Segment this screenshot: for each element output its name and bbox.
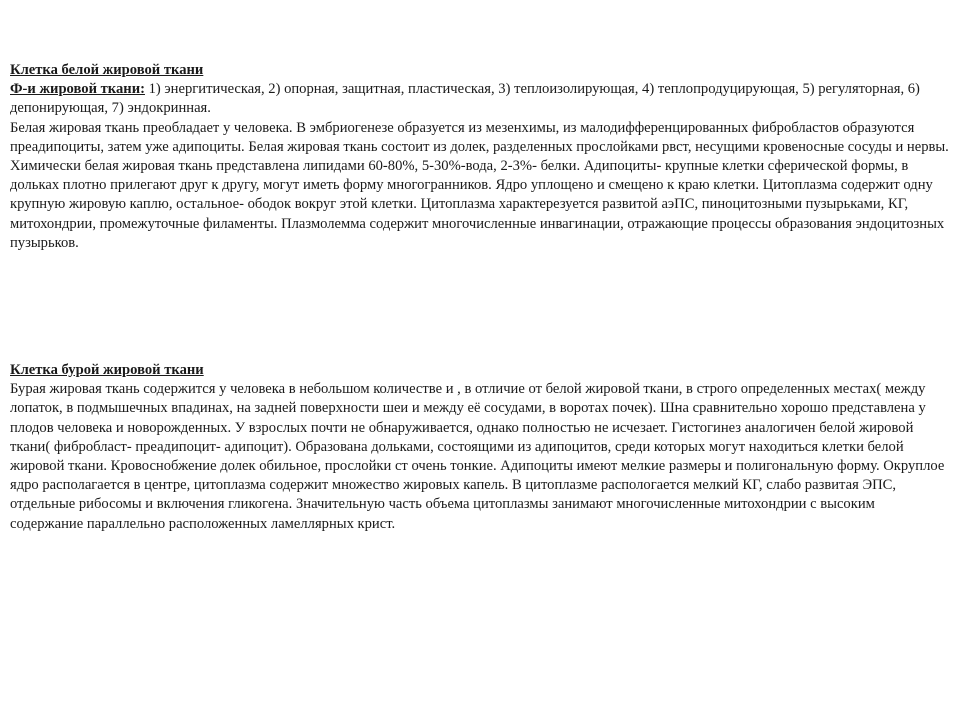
white-fat-section bbox=[10, 61, 950, 253]
white-fat-heading: Клетка белой жировой ткани bbox=[10, 62, 204, 78]
functions-label: Ф-и жировой ткани: bbox=[10, 81, 145, 98]
white-fat-functions bbox=[10, 80, 950, 118]
brown-fat-heading: Клетка бурой жировой ткани bbox=[10, 362, 204, 378]
functions-text: 1) энергитическая, 2) опорная, защитная, пластическая, 3) теплоизолирующая, 4) теплопродуцирующая, 5) регуляторная, 6) депонирующая, 7) эндокринная. bbox=[10, 81, 920, 117]
brown-fat-description: Бурая жировая ткань содержится у человека в небольшом количестве и , в отличие от белой жировой ткани, в строго определенных местах( между лопаток, в подмышечных впадинах, на задней поверхности шеи и между её сосудами, в воротах почек). Шна сравнительно хорошо представлена у плодов человека и новорожденных. У взрослых почти не обнаруживается, однако полностью не исчезает. Гистогинез аналогичен белой жировой ткани( фибробласт- преадипоцит- адипоцит). Образована дольками, состоящими из адипоцитов, среди которых могут находиться клетки белой жировой ткани. Кровоснобжение долек обильное, прослойки ст очень тонкие. Адипоциты имеют мелкие размеры и полигональную форму. Окруплое ядро располагается в центре, цитоплазма содержит множество жировых капель. В цитоплазме распологается мелкий КГ, слабо развитая ЭПС, отдельные рибосомы и включения гликогена. Значительную часть объема цитоплазмы занимают многочисленные митохондрии с высоким содержание параллельно расположенных ламеллярных крист. bbox=[10, 381, 945, 532]
white-fat-description: Белая жировая ткань преобладает у человека. В эмбриогенезе образуется из мезенхимы, из малодифференцированных фибробластов образуются преадипоциты, затем уже адипоциты. Белая жировая ткань состоит из долек, разделенных прослойками рвст, несущими кровеносные сосуды и нервы. Химически белая жировая ткань представлена липидами 60-80%, 5-30%-вода, 2-3%- белки. Адипоциты- крупные клетки сферической формы, в дольках плотно прилегают друг к другу, могут иметь форму многогранников. Ядро уплощено и смещено к краю клетки. Цитоплазма содержит одну крупную жировую каплю, остальное- ободок вокруг этой клетки. Цитоплазма характерезуется развитой аэПС, пиноцитозными пузырьками, КГ, митохондрии, промежуточные филаменты. Плазмолемма содержит многочисленные инвагинации, отражающие процессы образования эндоцитозных пузырьков. bbox=[10, 119, 949, 251]
brown-fat-section bbox=[10, 361, 950, 534]
